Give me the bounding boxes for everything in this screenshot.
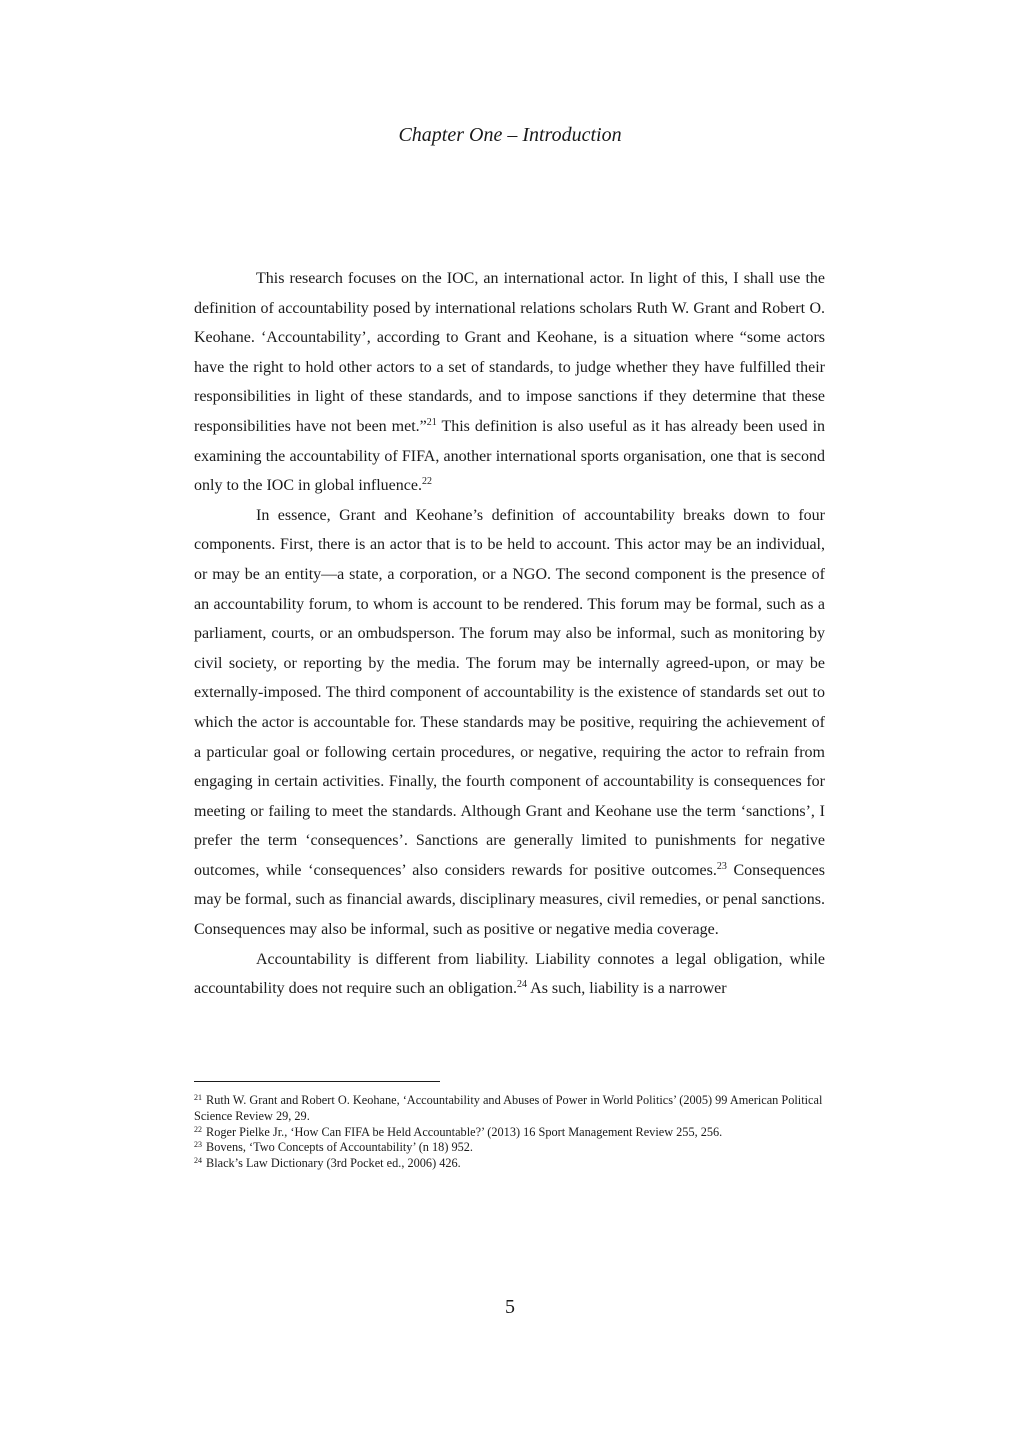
footnote-number: 24 xyxy=(194,1156,202,1166)
footnote-24 xyxy=(194,1156,825,1172)
paragraph-2 xyxy=(194,501,825,945)
paragraph-3-text-a: Accountability is different from liability. Liability connotes a legal obligation, while accountability does not require such an obligation. xyxy=(194,950,825,998)
footnote-text: Bovens, ‘Two Concepts of Accountability’ (n 18) 952. xyxy=(206,1140,474,1155)
footnote-text: Ruth W. Grant and Robert O. Keohane, ‘Accountability and Abuses of Power in World Politics’ (2005) 99 American Political Science Review 29, 29. xyxy=(194,1093,823,1123)
body-text xyxy=(194,264,825,1004)
paragraph-1 xyxy=(194,264,825,501)
footnote-text: Black’s Law Dictionary (3rd Pocket ed., 2006) 426. xyxy=(206,1156,461,1171)
footnote-23 xyxy=(194,1140,825,1156)
footnotes xyxy=(194,1093,825,1172)
paragraph-1-text-a: This research focuses on the IOC, an international actor. In light of this, I shall use the definition of accountability posed by international relations scholars Ruth W. Grant and Robert O. Keohane. ‘Accountability’, according to Grant and Keohane, is a situation where “some actors have the right to hold other actors to a set of standards, to judge whether they have fulfilled their responsibilities in light of these standards, and to impose sanctions if they determine that these responsibilities have not been met.” xyxy=(194,270,825,435)
footnote-21 xyxy=(194,1093,825,1125)
paragraph-2-text-b: Consequences may be formal, such as financial awards, disciplinary measures, civil remedies, or penal sanctions. Consequences may also be informal, such as positive or negative media coverage. xyxy=(194,861,826,939)
footnote-ref-23[interactable]: 23 xyxy=(716,860,727,872)
footnote-ref-24[interactable]: 24 xyxy=(517,979,528,991)
paragraph-2-text-a: In essence, Grant and Keohane’s definition of accountability breaks down to four components. First, there is an actor that is to be held to account. This actor may be an individual, or may be an entity—a state, a corporation, or a NGO. The second component is the presence of an accountability forum, to whom is account to be rendered. This forum may be formal, such as a parliament, courts, or an ombudsperson. The forum may also be informal, such as monitoring by civil society, or reporting by the media. The forum may be internally agreed-upon, or may be externally-imposed. The third component of accountability is the existence of standards set out to which the actor is accountable for. These standards may be positive, requiring the achievement of a particular goal or following certain procedures, or negative, requiring the actor to refrain from engaging in certain activities. Finally, the fourth component of accountability is consequences for meeting or failing to meet the standards. Although Grant and Keohane use the term ‘sanctions’, I prefer the term ‘consequences’. Sanctions are generally limited to punishments for negative outcomes, while ‘consequences’ also considers rewards for positive outcomes. xyxy=(194,506,825,879)
paragraph-3 xyxy=(194,945,825,1004)
footnote-number: 22 xyxy=(194,1124,202,1134)
paragraph-1-text-b: This definition is also useful as it has already been used in examining the accountability of FIFA, another international sports organisation, one that is second only to the IOC in global influence. xyxy=(194,417,826,495)
footnote-number: 23 xyxy=(194,1140,202,1150)
page-number: 5 xyxy=(505,1296,515,1318)
paragraph-3-text-b: As such, liability is a narrower xyxy=(527,980,727,998)
footnote-ref-22[interactable]: 22 xyxy=(421,476,432,488)
footnote-separator xyxy=(194,1081,440,1082)
footnote-number: 21 xyxy=(194,1093,202,1102)
footnote-22 xyxy=(194,1125,825,1141)
footnote-ref-21[interactable]: 21 xyxy=(426,416,437,428)
running-header-title: Chapter One – Introduction xyxy=(398,124,622,146)
footnote-text: Roger Pielke Jr., ‘How Can FIFA be Held Accountable?’ (2013) 16 Sport Management Review 255, 256. xyxy=(206,1124,723,1139)
